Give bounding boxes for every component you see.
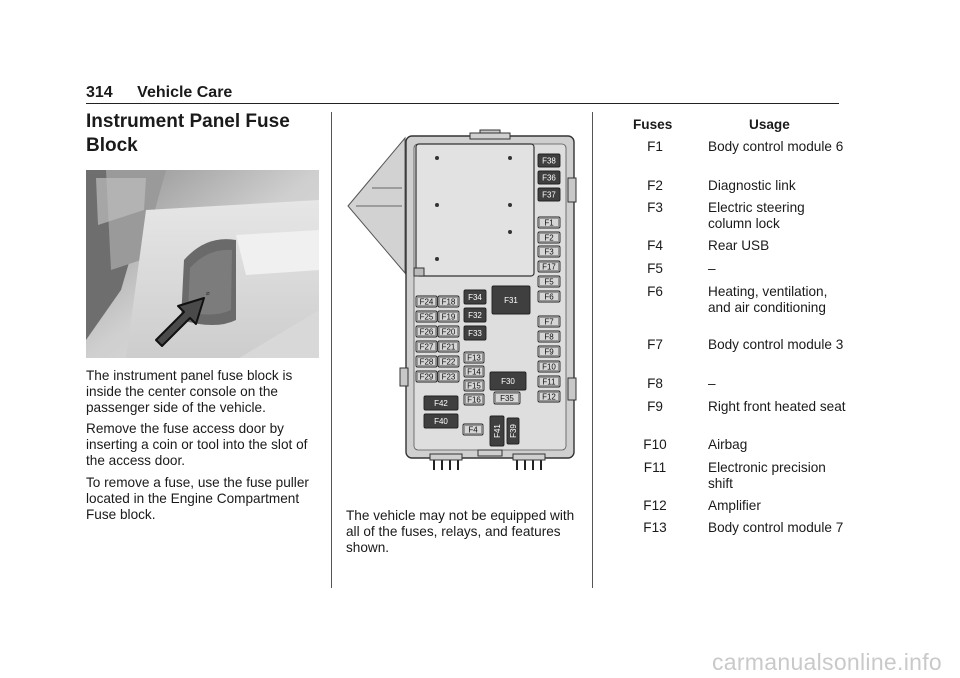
fuse-label: F19 [441,312,456,322]
fuse-label: F16 [467,395,481,405]
fuse [538,391,560,402]
fuse-label: F5 [544,277,554,287]
fuse [538,154,560,167]
fuse-usage: Diagnostic link [708,178,796,193]
fuse [438,341,459,352]
fuse-usage: Body control module 6 [708,139,844,154]
fuse [464,394,484,405]
fuse [416,296,437,307]
fuse-label: F27 [419,342,434,352]
fuse [538,291,560,302]
fuse [464,380,484,391]
fuse-label: F17 [542,262,556,272]
fuse [492,286,530,314]
fuse-label: F24 [419,297,434,307]
fuse-label: F35 [500,394,514,403]
fuse-label: F11 [542,377,556,387]
fuse [438,356,459,367]
fuse [438,296,459,307]
fuse-label: F26 [419,327,434,337]
fuse [416,326,437,337]
fuse-usage: Right front heated seat [708,399,846,414]
fuse-usage: Rear USB [708,238,770,253]
diagram-caption: The vehicle may not be equipped with all of the fuses, relays, and features shown. [346,508,575,555]
fuse [416,341,437,352]
fuse-usage: Body control module 3 [708,337,844,352]
fuse [538,188,560,201]
fuse [538,217,560,228]
section-heading: Instrument Panel Fuse Block [86,111,290,156]
fuse-usage: – [708,376,716,391]
fuse [416,371,437,382]
fuse-usage: – [708,261,716,276]
fuse-usage: Airbag [708,437,748,452]
fuse-usage: Heating, ventilation, and air conditioning [708,284,828,315]
fuse-id: F8 [647,376,663,391]
fuse [538,376,560,387]
fuse-label: F40 [434,417,448,426]
header-rule [86,103,839,104]
section-title: Vehicle Care [137,84,233,101]
fuse-label: F13 [467,353,481,363]
fuse-usage: Amplifier [708,498,761,513]
fuse [464,352,484,363]
fuse-label: F9 [544,347,554,357]
fuse-id: F4 [647,238,663,253]
col-header-usage: Usage [749,117,790,132]
fuse [464,290,486,304]
fuse-id: F7 [647,337,663,352]
fuse-id: F6 [647,284,663,299]
fuse [463,424,483,435]
fuse [538,361,560,372]
svg-text:⌀: ⌀ [206,291,210,297]
fuse-label: F1 [544,218,554,228]
fuse-label: F42 [434,399,448,408]
page-number: 314 [86,84,113,101]
column-divider-2 [592,112,593,588]
fuse-label: F18 [441,297,456,307]
fuse [538,232,560,243]
fuse-label: F34 [468,293,482,302]
fuse-label: F20 [441,327,456,337]
fuse-label: F33 [468,329,482,338]
fuse-id: F12 [643,498,667,513]
console-door-photo [86,170,319,358]
fuse-id: F13 [643,520,667,535]
fuse-label: F3 [544,247,554,257]
fuse-id: F2 [647,178,663,193]
fuse-label: F39 [509,424,518,438]
fuse-label: F36 [542,173,556,183]
fuse-id: F9 [647,399,663,414]
col-header-fuses: Fuses [633,117,673,132]
fuse [464,326,486,340]
fuse-label: F12 [542,392,556,402]
fuse [416,356,437,367]
paragraph-location: The instrument panel fuse block is inside the center console on the passenger side of the vehicle. [86,368,293,415]
fuse-label: F28 [419,357,434,367]
fuse [438,326,459,337]
fuse [416,311,437,322]
fuse-label: F7 [544,317,554,327]
fuse-usage: Body control module 7 [708,520,844,535]
paragraph-fuse-puller: To remove a fuse, use the fuse puller located in the Engine Compartment Fuse block. [86,475,309,522]
fuse-label: F4 [468,425,478,435]
fuse [538,276,560,287]
fuse [424,414,458,428]
fuse-id: F11 [643,460,667,475]
fuse [538,346,560,357]
fuse-label: F41 [493,424,502,438]
fuse [490,372,526,390]
fuse-id: F5 [647,261,663,276]
fuse-label: F2 [544,233,554,243]
fuse [538,316,560,327]
fuse-label: F10 [542,362,556,372]
fuse-usage: Electronic precision shift [708,460,826,491]
fuse-id: F10 [643,437,667,452]
fuse [490,416,504,446]
fuse [538,331,560,342]
fuse-label: F15 [467,381,481,391]
fuse-label: F22 [441,357,456,367]
fuse-label: F31 [504,296,518,305]
fuse [464,366,484,377]
fuse-label: F21 [441,342,456,352]
fuse-label: F32 [468,311,482,320]
fuse-label: F8 [544,332,554,342]
fuse-label: F14 [467,367,481,377]
fuse-label: F6 [544,292,554,302]
fuse-label: F29 [419,372,434,382]
fuse [494,392,520,404]
page-header [86,84,232,102]
fuse [464,308,486,322]
fuse [538,261,560,272]
fuse-block-diagram [342,128,582,473]
fuse [538,246,560,257]
watermark: carmanualsonline.info [711,649,942,675]
fuse-id: F1 [647,139,663,154]
fuse [438,311,459,322]
fuse-label: F38 [542,156,556,166]
fuse-label: F30 [501,377,515,386]
fuse [438,371,459,382]
fuse-label: F25 [419,312,434,322]
fuse-label: F37 [542,190,556,200]
fuse [507,418,519,444]
paragraph-remove-door: Remove the fuse access door by inserting a coin or tool into the slot of the access door. [86,421,308,468]
fuse-usage: Electric steering column lock [708,200,805,231]
fuse-id: F3 [647,200,663,215]
fuse [538,171,560,184]
fuse-label: F23 [441,372,456,382]
column-divider-1 [331,112,332,588]
fuse [424,396,458,410]
